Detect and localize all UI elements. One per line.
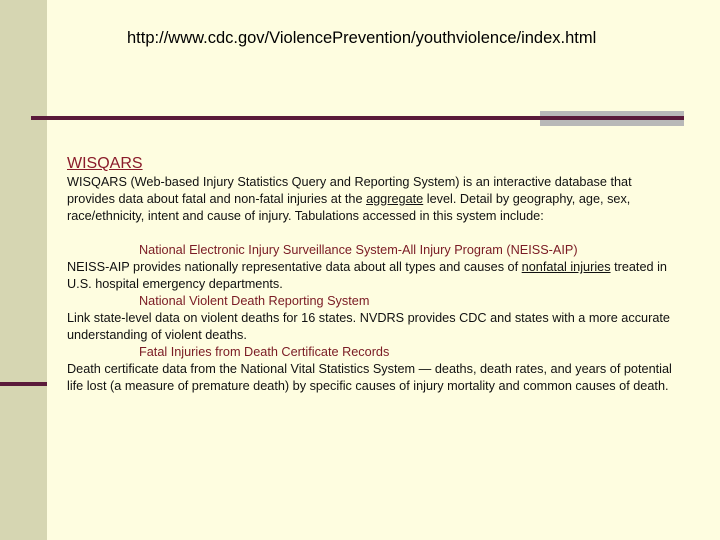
neiss-desc-text-1: NEISS-AIP provides nationally representative data about all types and causes of <box>67 260 522 274</box>
spacer <box>67 225 683 242</box>
fatal-injuries-title: Fatal Injuries from Death Certificate Records <box>139 345 390 359</box>
neiss-desc-text-2: treated in U.S. hospital emergency departments. <box>67 260 667 291</box>
left-decorative-band <box>0 0 47 540</box>
neiss-aip-title: National Electronic Injury Surveillance System-All Injury Program (NEISS-AIP) <box>139 243 578 257</box>
nonfatal-injuries-link[interactable]: nonfatal injuries <box>521 260 611 274</box>
left-band-accent-line <box>0 382 47 386</box>
wisqars-description <box>67 174 683 225</box>
aggregate-link[interactable]: aggregate <box>366 192 424 206</box>
main-content <box>67 154 683 395</box>
neiss-aip-description <box>67 259 683 293</box>
fatal-injuries-description: Death certificate data from the National Vital Statistics System — deaths, death rates, and years of potential life lost (a measure of premature death) by specific causes of injury mortality and common causes of death. <box>67 362 672 393</box>
header-divider-line-right <box>540 116 684 120</box>
nvdrs-description: Link state-level data on violent deaths for 16 states. NVDRS provides CDC and states with a more accurate understanding of violent deaths. <box>67 311 670 342</box>
wisqars-desc-text-2: level. Detail by geography, age, sex, race/ethnicity, intent and cause of injury. Tabulations accessed in this system include: <box>67 192 631 223</box>
page-url-title: http://www.cdc.gov/ViolencePrevention/youthviolence/index.html <box>127 29 597 47</box>
wisqars-desc-text-1: WISQARS (Web-based Injury Statistics Query and Reporting System) is an interactive database that provides data about fatal and non-fatal injuries at the <box>67 175 632 206</box>
wisqars-link[interactable]: WISQARS <box>67 155 143 172</box>
nvdrs-title: National Violent Death Reporting System <box>139 294 370 308</box>
header-divider-line <box>31 116 540 120</box>
